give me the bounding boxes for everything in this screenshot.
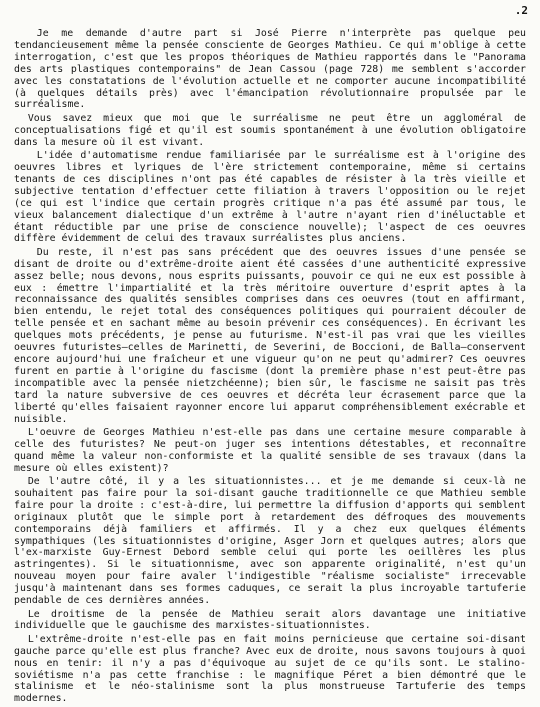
paragraph-7: Le droitisme de la pensée de Mathieu serait alors davantage une initiative individuelle que le gauchisme des marxistes-situationnistes. bbox=[14, 608, 526, 632]
paragraph-6: De l'autre côté, il y a les situationnistes... et je me demande si ceux-là ne souhaitent pas faire pour la soi-disant gauche traditionnelle ce que Mathieu semble faire pour la droite : c'est-à-dire, lui permettre la diffusion d'apports qui semblent originaux plutôt que le simple port à retardement des défroques des mouvements contemporains déjà familiers et affirmés. Il y a chez eux quelques éléments sympathiques (les situationnistes d'origine, Asger Jorn et quelques autres; alors que l'ex-marxiste Guy-Ernest Debord semble celui qui porte les oeillères les plus astringentes). Si le situationnisme, avec son apparente originalité, n'est qu'un nouveau moyen pour faire avaler l'indigestible "réalisme socialiste" irrecevable jusqu'à maintenant dans ses formes caduques, ce serait la plus incroyable tartuferie pendable de ces dernières années. bbox=[14, 476, 526, 607]
paragraph-2: Vous savez mieux que moi que le surréalisme ne peut être un aggloméral de conceptualisations figé et qu'il est soumis spontanément à une évolution obligatoire dans la mesure où il est vivant. bbox=[14, 112, 526, 148]
page-number: .2 bbox=[514, 4, 528, 17]
paragraph-4: Du reste, il n'est pas sans précédent que des oeuvres issues d'une pensée se disant de droite ou d'extrême-droite aient été cassées d'une authenticité expressive assez belle; nous devons, nous esprits puissants, pouvoir ce qui ne eux est possible à eux : émettre l'impartialité et la très méritoire ouverture d'esprit aptes à la reconnaissance des qualités sensibles comprises dans ces oeuvres (tout en affirmant, bien entendu, le rejet total des conséquences politiques qui pourraient découler de telle pensée et en sachant même au besoin prévenir ces conséquences). En écrivant les quelques mots précédents, je pense au futurisme. N'est-il pas vrai que les vieilles oeuvres futuristes—celles de Marinetti, de Severini, de Boccioni, de Balla—conservent encore aujourd'hui une fraîcheur et une vigueur qu'on ne peut qu'admirer? Ces oeuvres furent en partie à l'origine du fascisme (dont la première phase n'est peut-être pas incompatible avec la pensée nietzchéenne); bien sûr, le fascisme ne saisit pas très tard la nature subversive de ces oeuvres et décréta leur écrasement parce que la liberté qu'elles faisaient rayonner encore lui apparut compréhensiblement exécrable et nuisible. bbox=[14, 246, 526, 425]
paragraph-5: L'oeuvre de Georges Mathieu n'est-elle pas dans une certaine mesure comparable à celle des futuristes? Ne peut-on juger ses intentions détestables, et reconnaître quand même la valeur non-conformiste et la qualité sensible de ses travaux (dans la mesure où elles existent)? bbox=[14, 426, 526, 474]
letter-body bbox=[14, 28, 526, 707]
paragraph-1: Je me demande d'autre part si José Pierre n'interprète pas quelque peu tendancieusement même la pensée consciente de Georges Mathieu. Ce qui m'oblige à cette interrogation, c'est que les propos théoriques de Mathieu rapportés dans le "Panorama des arts plastiques contemporains" de Jean Cassou (page 728) me semblent s'accorder avec les constatations de l'évolution actuelle et ne comporter aucune incompatibilité (à quelques détails près) avec l'émancipation révolutionnaire propulsée par le surréalisme. bbox=[14, 28, 526, 111]
paragraph-3: L'idée d'automatisme rendue familiarisée par le surréalisme est à l'origine des oeuvres libres et lyriques de l'ère strictement contemporaine, même si certains tenants de ces disciplines n'ont pas été capables de résister à la très vieille et subjective tentation d'effectuer cette filiation à travers l'opposition ou le rejet (ce qui est l'indice que certain progrès critique n'a pas été assumé par tous, le vieux balancement dialectique d'un extrême à l'autre n'ayant rien d'inéluctable et étant réductible par une prise de conscience nouvelle); l'aspect de ces oeuvres diffère évidemment de celui des travaux surréalistes plus anciens. bbox=[14, 150, 526, 245]
paragraph-8: L'extrême-droite n'est-elle pas en fait moins pernicieuse que certaine soi-disant gauche parce qu'elle est plus franche? Avec eux de droite, nous savons toujours à quoi nous en tenir: il n'y a pas d'équivoque au sujet de ce qu'ils sont. Le stalino-soviétisme n'a pas cette franchise : le magnifique Péret a bien démontré que le stalinisme et le néo-stalinisme sont la plus monstrueuse Tartuferie des temps modernes. bbox=[14, 633, 526, 705]
